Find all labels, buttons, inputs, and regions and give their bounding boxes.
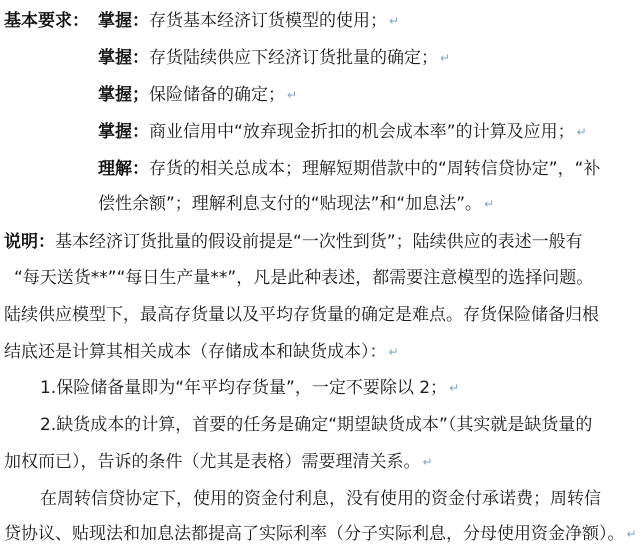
requirement-text: 商业信用中“放弃现金折扣的机会成本率”的计算及应用； — [149, 122, 575, 142]
point-2-line-2 — [0, 451, 640, 473]
requirement-tag: 理解 — [98, 159, 132, 179]
requirement-text: 存货基本经济订货模型的使用； — [149, 11, 387, 31]
paragraph-mark: ↵ — [388, 345, 399, 359]
requirement-tag: 掌握 — [98, 85, 132, 105]
requirement-text-continuation: 偿性余额”；理解利息支付的“贴现法”和“加息法”。 — [98, 194, 483, 214]
requirement-line-1 — [0, 10, 640, 32]
requirement-line-4 — [0, 121, 640, 143]
paragraph-mark: ↵ — [484, 197, 495, 211]
basic-requirements-label: 基本要求： — [4, 11, 89, 31]
explanation-text: “每天送货**”“每日生产量**”，凡是此种表述，都需要注意模型的选择问题。 — [14, 268, 594, 288]
requirement-colon: ： — [132, 48, 149, 68]
paragraph-mark: ↵ — [626, 527, 637, 541]
explanation-line-1 — [0, 231, 640, 253]
explanation-text: 陆续供应模型下，最高存货量以及平均存货量的确定是难点。存货保险储备归根 — [4, 305, 599, 325]
closing-paragraph-line-1 — [0, 488, 640, 510]
requirement-tag: 掌握 — [98, 122, 132, 142]
requirement-text: 保险储备的确定； — [149, 85, 285, 105]
closing-paragraph-line-2 — [0, 523, 640, 545]
point-1 — [0, 377, 640, 399]
closing-paragraph-text: 贷协议、贴现法和加息法都提高了实际利率（分子实际利息，分母使用资金净额）。 — [4, 524, 625, 544]
explanation-line-4 — [0, 341, 640, 363]
requirement-text: 存货的相关总成本；理解短期借款中的“周转信贷协定”，“补 — [149, 159, 601, 179]
requirement-line-5 — [0, 158, 640, 180]
explanation-line-2 — [0, 267, 640, 289]
requirement-tag: 掌握 — [98, 48, 132, 68]
explanation-line-3 — [0, 304, 640, 326]
requirement-colon: ； — [132, 85, 149, 105]
requirement-colon: ： — [132, 159, 149, 179]
point-2-text: 加权而已），告诉的条件（尤其是表格）需要理清关系。 — [4, 452, 421, 472]
explanation-text: 基本经济订货批量的假设前提是“一次性到货”；陆续供应的表述一般有 — [55, 232, 583, 252]
requirement-colon: ： — [132, 122, 149, 142]
paragraph-mark: ↵ — [449, 381, 460, 395]
explanation-label: 说明： — [4, 232, 55, 252]
requirement-line-2 — [0, 47, 640, 69]
paragraph-mark: ↵ — [440, 51, 451, 65]
paragraph-mark: ↵ — [422, 455, 433, 469]
paragraph-mark: ↵ — [576, 125, 587, 139]
closing-paragraph-text: 在周转信贷协定下，使用的资金付利息，没有使用的资金付承诺费；周转信 — [40, 489, 601, 509]
point-2-line-1 — [0, 414, 640, 436]
explanation-text: 结底还是计算其相关成本（存储成本和缺货成本）： — [4, 342, 387, 362]
requirement-text: 存货陆续供应下经济订货批量的确定； — [149, 48, 438, 68]
requirement-colon: ： — [132, 11, 149, 31]
paragraph-mark: ↵ — [389, 14, 400, 28]
requirement-line-3 — [0, 84, 640, 106]
point-1-text: 1.保险储备量即为“年平均存货量”，一定不要除以 2； — [40, 378, 448, 398]
paragraph-mark: ↵ — [287, 88, 298, 102]
point-2-text: 2.缺货成本的计算，首要的任务是确定“期望缺货成本”（其实就是缺货量的 — [40, 415, 593, 435]
requirement-tag: 掌握 — [98, 11, 132, 31]
requirement-line-5-continued — [0, 193, 640, 215]
